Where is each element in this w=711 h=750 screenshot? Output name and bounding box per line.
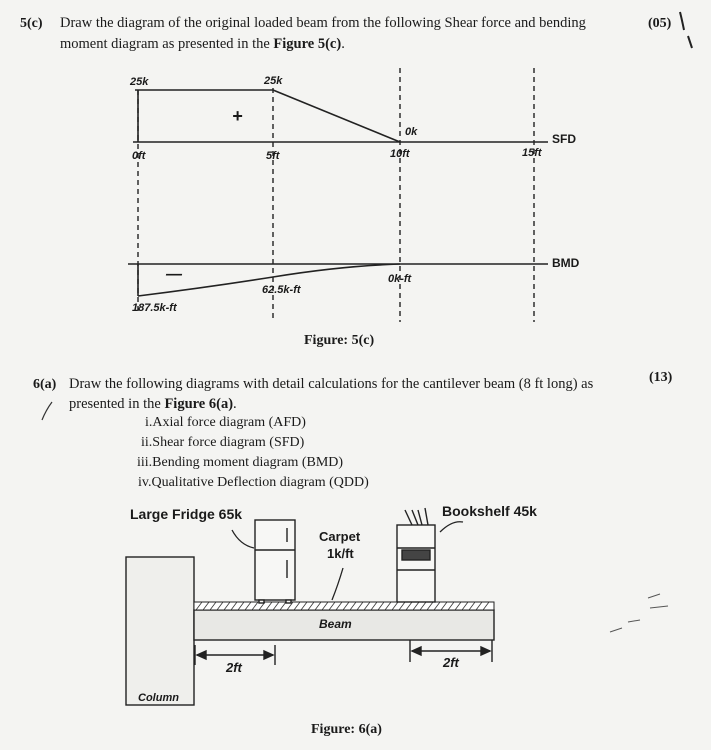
list-item-qdd: iv.Qualitative Deflection diagram (QDD) [138,475,369,490]
bookshelf-label: Bookshelf 45k [442,503,537,519]
bookshelf-leader [440,522,463,532]
question-5c-line1: Draw the diagram of the original loaded beam from the following Shear force and bending [60,15,586,31]
dimension-left-label: 2ft [226,660,242,675]
carpet-label-line2: 1k/ft [327,546,354,561]
carpet-leader [332,568,343,600]
sfd-pos-0: 0ft [132,150,146,162]
sfd-sloped-line [273,90,400,142]
bmd-value-mid: 62.5k-ft [262,284,301,296]
fridge-shape [255,520,295,603]
sfd-diagram [133,90,548,142]
sfd-label: SFD [552,132,576,146]
column-label: Column [138,692,179,704]
list-item-afd: i.Axial force diagram (AFD) [145,415,306,430]
bmd-label: BMD [552,256,580,270]
pen-stroke-mark [42,402,52,420]
question-6a-line2-prefix: presented in the [69,396,165,412]
question-6a-line2-suffix: . [233,396,237,412]
pen-scribble-mark [610,594,668,632]
question-5c-line2-prefix: moment diagram as presented in the [60,36,274,52]
sfd-zero-label: 0k [405,126,418,138]
bmd-sign: — [166,266,182,283]
question-6a-figure-ref: Figure 6(a) [164,396,234,412]
beam-label: Beam [319,617,352,631]
list-item-bmd: iii.Bending moment diagram (BMD) [137,455,344,470]
question-5c-line2-suffix: . [341,36,345,52]
bookshelf-shape [397,508,435,602]
figure-6a-caption: Figure: 6(a) [311,722,382,737]
sfd-value-mid: 25k [264,75,283,87]
question-5c-figure-ref: Figure 5(c) [273,36,342,52]
pen-tick-mark [680,12,692,48]
bmd-zero-label: 0k-ft [388,273,412,285]
fridge-label: Large Fridge 65k [130,506,243,522]
marks-5c: (05) [648,16,672,31]
figure-5c-caption: Figure: 5(c) [304,333,375,348]
fridge-leader [232,530,254,548]
diagram-list [137,413,369,493]
dimension-right-label: 2ft [443,655,459,670]
sfd-pos-15: 15ft [522,147,542,159]
bmd-diagram [128,264,548,296]
marks-6a: (13) [649,370,673,385]
question-number-5c: 5(c) [20,16,43,31]
carpet-label-line1: Carpet [319,529,361,544]
column-shape [126,557,194,705]
question-6a-line2 [69,395,237,414]
sfd-pos-10: 10ft [390,148,410,160]
question-number-6a: 6(a) [33,377,57,392]
list-item-sfd: ii.Shear force diagram (SFD) [141,435,305,450]
question-6a-line1: Draw the following diagrams with detail calculations for the cantilever beam (8 ft long) as [69,376,594,392]
sfd-pos-5: 5ft [266,150,280,162]
bmd-value-left: 187.5k-ft [132,302,177,314]
sfd-sign: + [232,106,243,126]
sfd-value-left: 25k [130,76,149,88]
figure-6a-diagram [126,508,494,705]
